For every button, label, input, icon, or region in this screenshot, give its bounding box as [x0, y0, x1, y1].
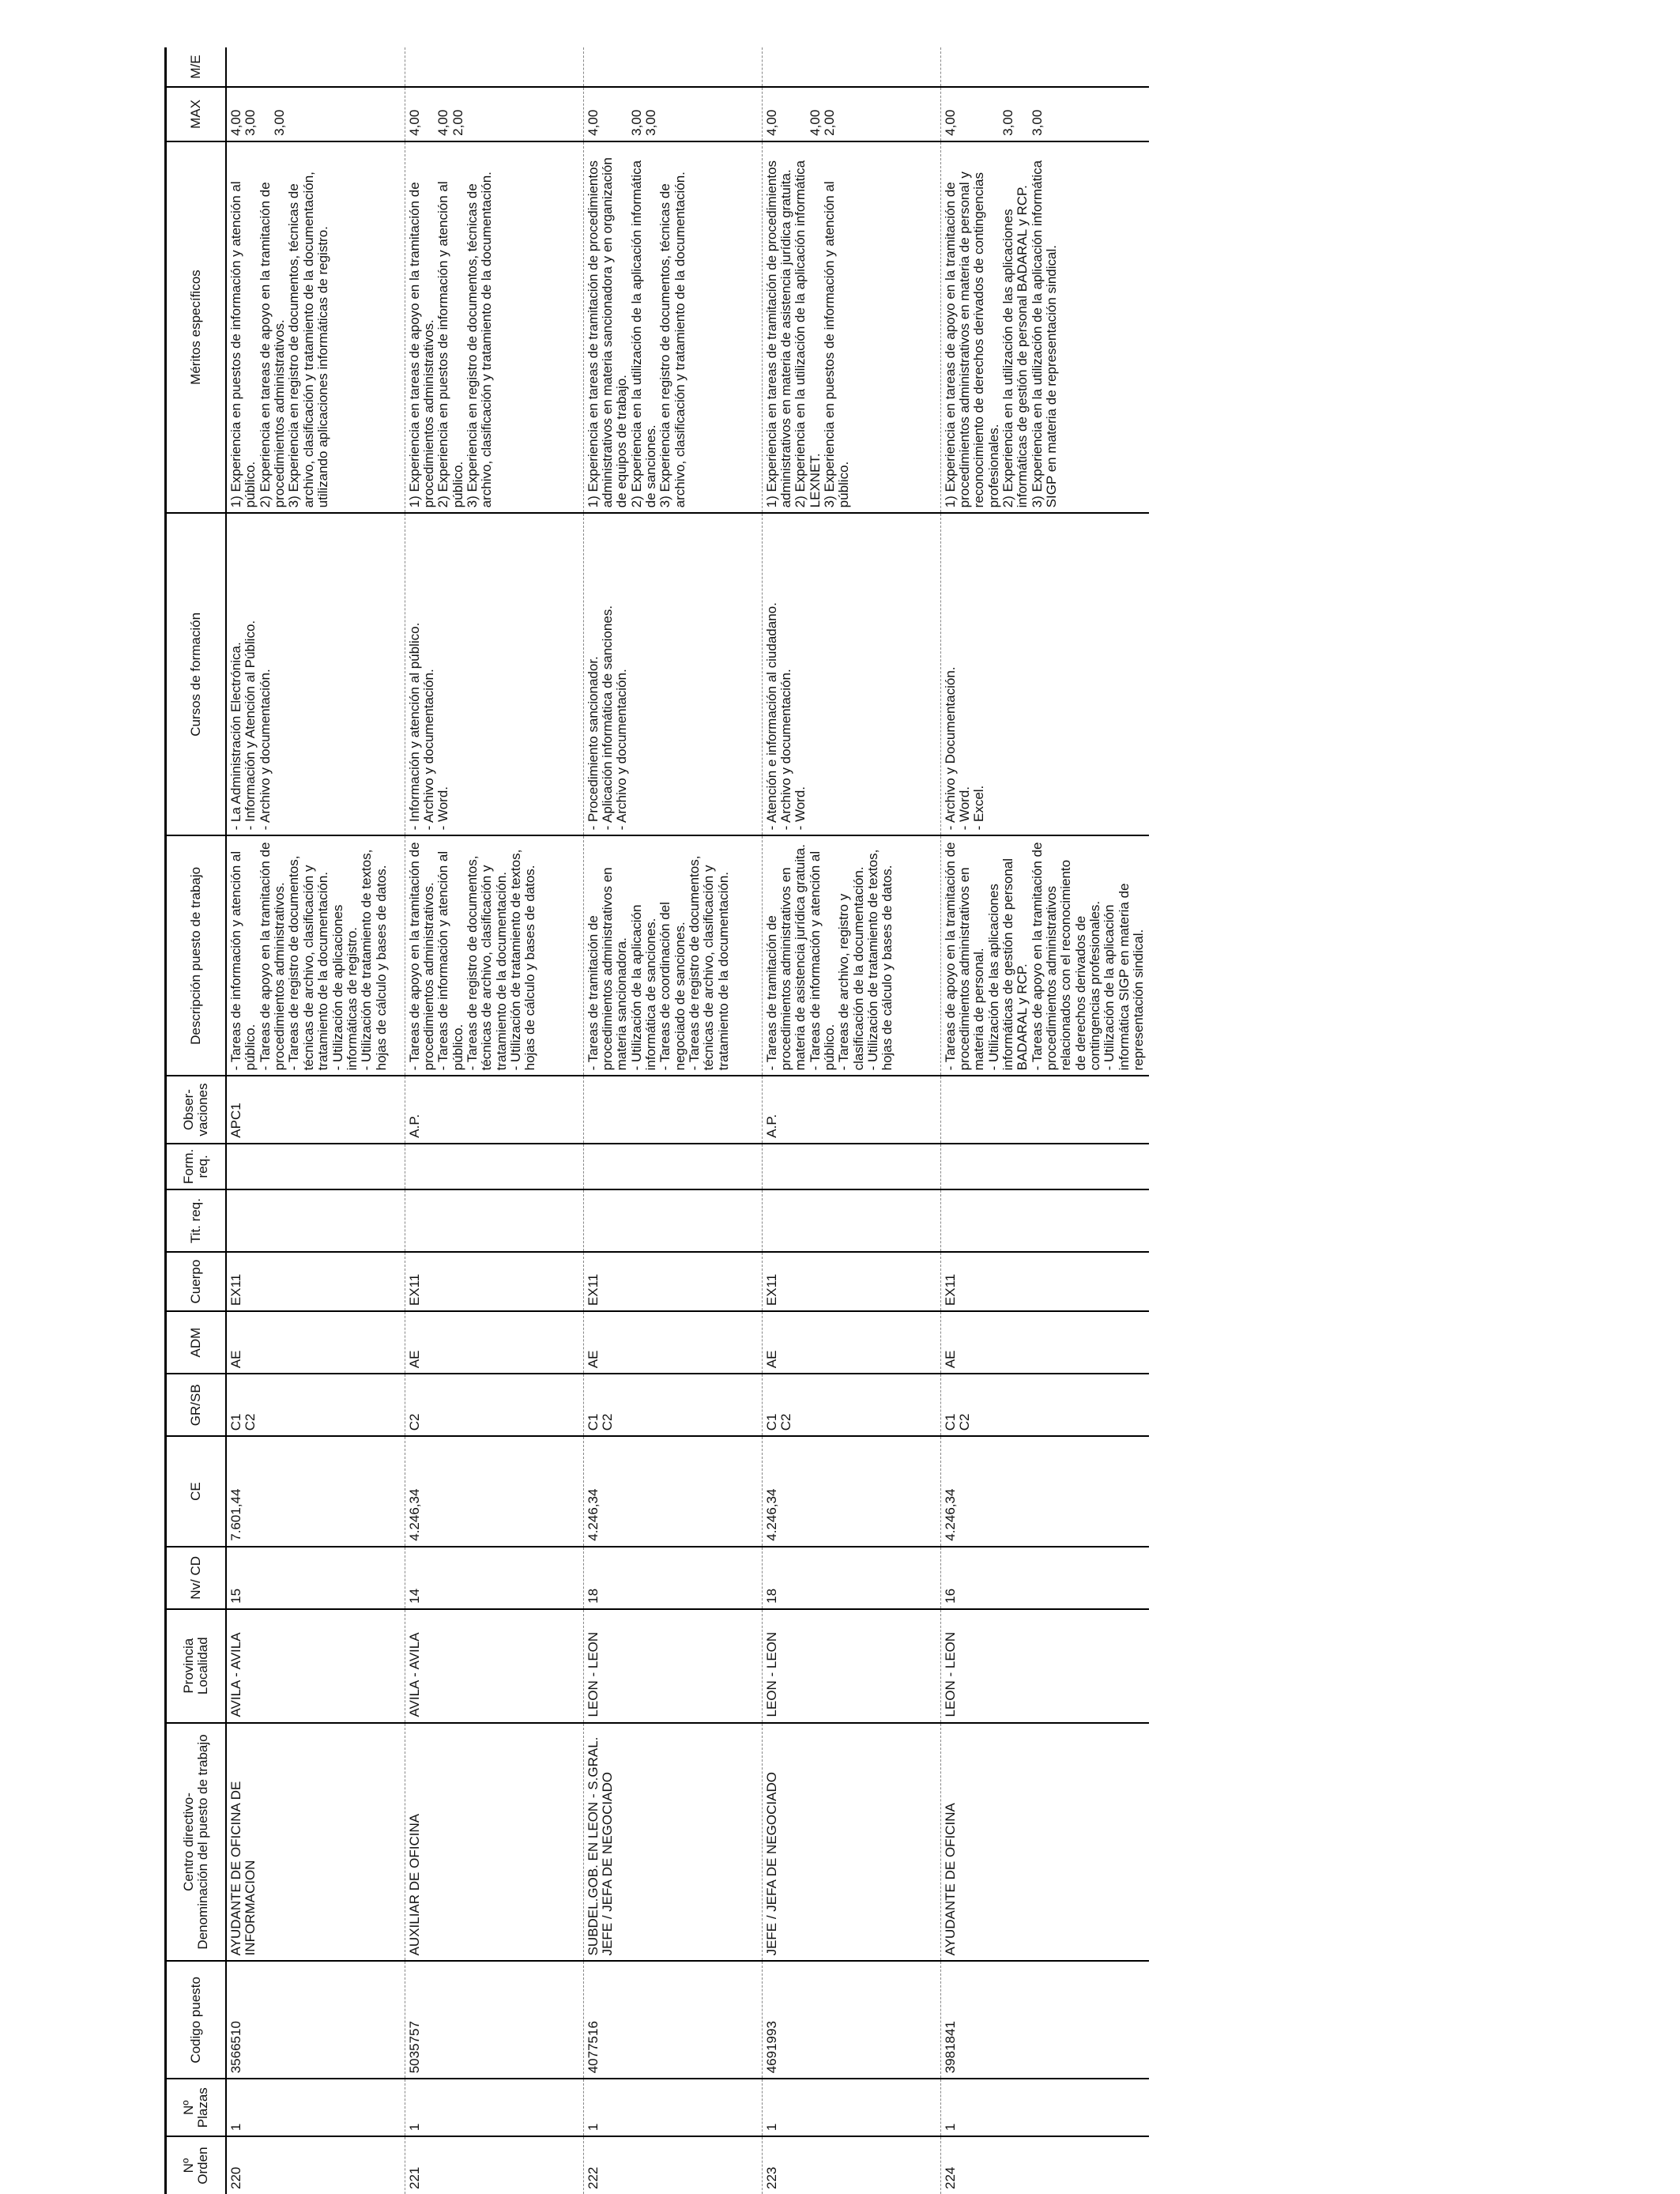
plazas-cell: 1 [405, 2079, 583, 2136]
tit-cell [405, 1189, 583, 1252]
grsb-cell: C1 C2 [583, 1374, 762, 1436]
header-centro: Centro directivo- Denominación del puesto de trabajo [166, 1723, 227, 1962]
orden-cell: 222 [583, 2136, 762, 2194]
centro-denominacion: JEFE / JEFA DE NEGOCIADO [599, 1772, 615, 1956]
max-cell: 4,00 3,00 3,00 [583, 87, 762, 141]
header-tit: Tit. req. [166, 1189, 227, 1252]
header-nivel: Nv/ CD [166, 1547, 227, 1609]
nivel-cell: 16 [940, 1547, 1149, 1609]
obs-cell: APC1 [226, 1076, 405, 1143]
meritos-cell: 1) Experiencia en tareas de tramitación de procedimientos administrativos en materia sancionadora y en organización de equipos de trabajo. 2) Experiencia en la utilización de la aplicación informática de sanciones. 3) Experiencia en registro de documentos, técnicas de archivo, clasificación y tratamiento de la documentación. [583, 141, 762, 514]
header-grsb: GR/SB [166, 1374, 227, 1436]
desc-cell: - Tareas de tramitación de procedimientos administrativos en materia de asistencia jurídica gratuita. - Tareas de información y atención al público. - Tareas de archivo, registro y clasificación de la documentación. - Utilización de tratamiento de textos, hojas de cálculo y bases de datos. [762, 835, 940, 1076]
header-form: Form. req. [166, 1144, 227, 1189]
meritos-cell: 1) Experiencia en puestos de información y atención al público. 2) Experiencia en tareas de apoyo en la tramitación de procedimientos administrativos. 3) Experiencia en registro de documentos, técnicas de archivo, clasificación y tratamiento de la documentación, utilizando aplicaciones informáticas de registro. [226, 141, 405, 514]
header-ce: CE [166, 1436, 227, 1546]
me-cell [583, 47, 762, 87]
orden-cell: 224 [940, 2136, 1149, 2194]
desc-cell: - Tareas de tramitación de procedimientos administrativos en materia sancionadora. - Utilización de la aplicación informática de sanciones. - Tareas de coordinación del negociado de sanciones. - Tareas de registro de documentos, técnicas de archivo, clasificación y tratamiento de la documentación. [583, 835, 762, 1076]
header-obs: Obser- vaciones [166, 1076, 227, 1143]
form-cell [940, 1144, 1149, 1189]
desc-cell: - Tareas de apoyo en la tramitación de procedimientos administrativos en materia de personal. - Utilización de las aplicaciones informáticas de gestión de personal BADARAL y RCP. - Tareas de apoyo en la tramitación de procedimientos administrativos relacionados con el reconocimiento de derechos derivados de contingencias profesionales. - Utilización de la aplicación informática SIGP en materia de representación sindical. [940, 835, 1149, 1076]
obs-cell: A.P. [405, 1076, 583, 1143]
cuerpo-cell: EX11 [940, 1252, 1149, 1311]
header-cursos: Cursos de formación [166, 513, 227, 835]
provincia-cell: LEON - LEON [583, 1609, 762, 1723]
orden-cell: 220 [228, 2166, 243, 2189]
header-meritos: Méritos específicos [166, 141, 227, 514]
obs-cell [940, 1076, 1149, 1143]
header-me: M/E [166, 47, 227, 87]
job-positions-table [164, 47, 1149, 2194]
cursos-cell: - Información y atención al público. - Archivo y documentación. - Word. [405, 513, 583, 835]
meritos-cell: 1) Experiencia en tareas de apoyo en la tramitación de procedimientos administrativos. 2) Experiencia en puestos de información y atención al público. 3) Experiencia en registro de documentos, técnicas de archivo, clasificación y tratamiento de la documentación. [405, 141, 583, 514]
plazas-cell: 1 [940, 2079, 1149, 2136]
codigo-cell: 3566510 [226, 1961, 405, 2079]
codigo-cell: 5035757 [405, 1961, 583, 2079]
desc-cell: - Tareas de apoyo en la tramitación de procedimientos administrativos. - Tareas de información y atención al público. - Tareas de registro de documentos, técnicas de archivo, clasificación y tratamiento de la documentación. - Utilización de tratamiento de textos, hojas de cálculo y bases de datos. [405, 835, 583, 1076]
plazas-cell: 1 [226, 2079, 405, 2136]
cuerpo-cell: EX11 [405, 1252, 583, 1311]
tit-cell [226, 1189, 405, 1252]
obs-cell [583, 1076, 762, 1143]
adm-cell: AE [940, 1311, 1149, 1374]
cuerpo-cell: EX11 [762, 1252, 940, 1311]
centro-cell: AYUDANTE DE OFICINA DE INFORMACION [226, 1723, 405, 1962]
ce-cell: 4.246,34 [762, 1436, 940, 1546]
desc-cell: - Tareas de información y atención al público. - Tareas de apoyo en la tramitación de procedimientos administrativos. - Tareas de registro de documentos, técnicas de archivo, clasificación y tratamiento de la documentación. - Utilización de aplicaciones informáticas de registro. - Utilización de tratamiento de textos, hojas de cálculo y bases de datos. [226, 835, 405, 1076]
table-row [583, 47, 762, 2194]
header-row [166, 47, 227, 2194]
me-cell [940, 47, 1149, 87]
me-cell [405, 47, 583, 87]
form-cell [226, 1144, 405, 1189]
adm-cell: AE [405, 1311, 583, 1374]
table-row [226, 47, 405, 2194]
nivel-cell: 14 [405, 1547, 583, 1609]
max-cell: 4,00 4,00 2,00 [405, 87, 583, 141]
centro-cell: AUXILIAR DE OFICINA [405, 1723, 583, 1962]
header-codigo: Codigo puesto [166, 1961, 227, 2079]
tit-cell [940, 1189, 1149, 1252]
me-cell [226, 47, 405, 87]
grsb-cell: C1 C2 [226, 1374, 405, 1436]
provincia-cell: AVILA - AVILA [405, 1609, 583, 1723]
table-row [762, 47, 940, 2194]
me-cell [762, 47, 940, 87]
tit-cell [583, 1189, 762, 1252]
form-cell [405, 1144, 583, 1189]
grsb-cell: C1 C2 [762, 1374, 940, 1436]
form-cell [583, 1144, 762, 1189]
header-max: MAX [166, 87, 227, 141]
header-cuerpo: Cuerpo [166, 1252, 227, 1311]
ce-cell: 7.601,44 [226, 1436, 405, 1546]
ce-cell: 4.246,34 [940, 1436, 1149, 1546]
header-orden: Nº Orden [166, 2136, 227, 2194]
cuerpo-cell: EX11 [583, 1252, 762, 1311]
cursos-cell: - Atención e información al ciudadano. - Archivo y documentación. - Word. [762, 513, 940, 835]
table-row [940, 47, 1149, 2194]
orden-cell: 221 [405, 2136, 583, 2194]
header-provincia: Provincia Localidad [166, 1609, 227, 1723]
grsb-cell: C2 [405, 1374, 583, 1436]
adm-cell: AE [226, 1311, 405, 1374]
max-cell: 4,00 4,00 2,00 [762, 87, 940, 141]
plazas-cell: 1 [583, 2079, 762, 2136]
ce-cell: 4.246,34 [405, 1436, 583, 1546]
form-cell [762, 1144, 940, 1189]
centro-directivo-header: SUBDEL.GOB. EN LEON - S.GRAL. [585, 1736, 601, 1956]
adm-cell: AE [762, 1311, 940, 1374]
table-row [405, 47, 583, 2194]
obs-cell: A.P. [762, 1076, 940, 1143]
cursos-cell: - La Administración Electrónica. - Información y Atención al Público. - Archivo y documentación. [226, 513, 405, 835]
cursos-cell: - Procedimiento sancionador. - Aplicación informática de sanciones. - Archivo y documentación. [583, 513, 762, 835]
header-adm: ADM [166, 1311, 227, 1374]
centro-cell [583, 1723, 762, 1962]
codigo-cell: 4691993 [762, 1961, 940, 2079]
nivel-cell: 18 [762, 1547, 940, 1609]
nivel-cell: 18 [583, 1547, 762, 1609]
orden-cell: 223 [762, 2136, 940, 2194]
grsb-cell: C1 C2 [940, 1374, 1149, 1436]
nivel-cell: 15 [226, 1547, 405, 1609]
meritos-cell: 1) Experiencia en tareas de apoyo en la tramitación de procedimientos administrativos en materia de personal y reconocimiento de derechos derivados de contingencias profesionales. 2) Experiencia en la utilización de las aplicaciones informáticas de gestión de personal BADARAL y RCP. 3) Experiencia en la utilización de la aplicación informática SIGP en materia de representación sindical. [940, 141, 1149, 514]
provincia-cell: LEON - LEON [762, 1609, 940, 1723]
centro-cell: AYUDANTE DE OFICINA [940, 1723, 1149, 1962]
provincia-cell: AVILA - AVILA [226, 1609, 405, 1723]
header-desc: Descripción puesto de trabajo [166, 835, 227, 1076]
adm-cell: AE [583, 1311, 762, 1374]
tit-cell [762, 1189, 940, 1252]
codigo-cell: 3981841 [940, 1961, 1149, 2079]
centro-cell: JEFE / JEFA DE NEGOCIADO [762, 1723, 940, 1962]
cuerpo-cell: EX11 [226, 1252, 405, 1311]
header-plazas: Nº Plazas [166, 2079, 227, 2136]
codigo-cell: 4077516 [583, 1961, 762, 2079]
max-cell: 4,00 3,00 3,00 [940, 87, 1149, 141]
cursos-cell: - Archivo y Documentación. - Word. - Excel. [940, 513, 1149, 835]
plazas-cell: 1 [762, 2079, 940, 2136]
max-cell: 4,00 3,00 3,00 [226, 87, 405, 141]
meritos-cell: 1) Experiencia en tareas de tramitación de procedimientos administrativos en materia de asistencia jurídica gratuita. 2) Experiencia en la utilización de la aplicación informática LEXNET. 3) Experiencia en puestos de información y atención al público. [762, 141, 940, 514]
provincia-cell: LEON - LEON [940, 1609, 1149, 1723]
ce-cell: 4.246,34 [583, 1436, 762, 1546]
